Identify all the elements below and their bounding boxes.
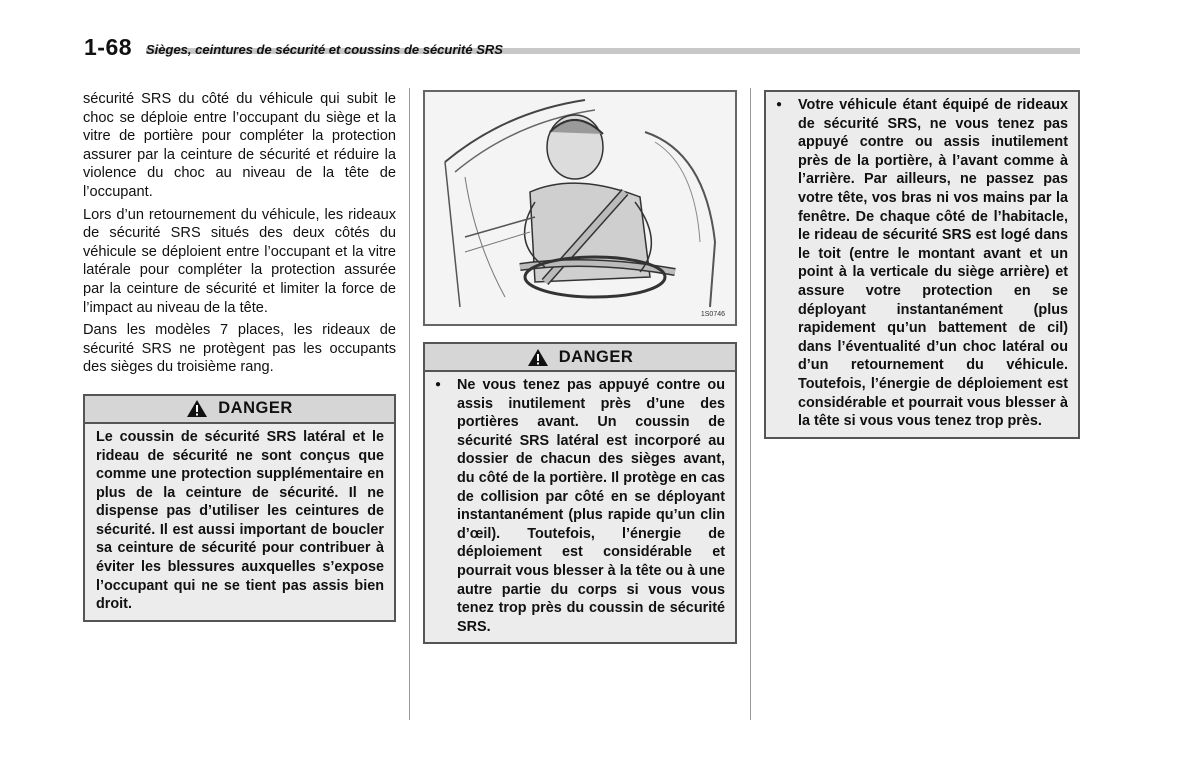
bullet-icon: ● (435, 379, 442, 390)
occupant-seatbelt-drawing (425, 92, 735, 324)
page-number: 1-68 (84, 34, 133, 60)
bullet-icon: ● (776, 99, 783, 110)
danger-text: Le coussin de sécurité SRS latéral et le rideau de sécurité ne sont conçus que comme une protection supplémentaire en plus de la ceinture de sécurité. Il ne dispense pas d’utiliser les ceintures de sécurité. Il est aussi important de boucler sa ceinture de sécurité pour contribuer à éviter les blessures auxquelles s’expose l’occupant qui ne se tient pas assis bien droit. (96, 428, 384, 613)
bullet-item (776, 96, 1068, 431)
danger-label: DANGER (218, 399, 293, 418)
danger-message (83, 424, 396, 622)
danger-header (423, 342, 737, 372)
column-divider (750, 88, 751, 720)
paragraph: Dans les modèles 7 places, les rideaux de sécurité SRS ne protègent pas les occupants des sièges du troisième rang. (83, 322, 396, 376)
occupant-airbag-illustration (423, 90, 737, 326)
page-header (84, 34, 1080, 62)
column-divider (409, 88, 410, 720)
danger-message (423, 372, 737, 644)
column-middle (423, 90, 737, 644)
paragraph: sécurité SRS du côté du véhicule qui subit le choc se déploie entre l’occupant du siège et la vitre de portière pour compléter la protection assurer par la ceinture de sécurité et réduire la violence du choc au niveau de la tête de l’occupant. (83, 91, 396, 200)
column-left (83, 90, 396, 622)
warning-message (764, 90, 1080, 439)
warning-triangle-icon (527, 348, 549, 367)
illustration-code: 1S0746 (700, 311, 725, 318)
danger-label: DANGER (558, 347, 634, 366)
danger-header (83, 394, 396, 424)
paragraph: Lors d’un retournement du véhicule, les rideaux de sécurité SRS situés des deux côtés du véhicule se déploient entre l’occupant et la vitre latérale pour compléter la protection assurée par la ceinture de sécurité et limiter la force de l’impact au niveau de la tête. (83, 206, 396, 316)
warning-text: Votre véhicule étant équipé de rideaux de sécurité SRS, ne vous tenez pas appuyé contre ou assis inutilement près de la portière, à l’avant comme à l’arrière. Par ailleurs, ne passez pas votre tête, vos bras ni vos mains par la fenêtre. De chaque côté de l’habitacle, le rideau de sécurité SRS est logé dans le toit (entre le montant avant et un point à la verticale du siège arrière) et assure votre protection en se déployant instantanément (plus rapidement qu’un battement de cil) dans l’éventualité d’un choc latéral ou d’un retournement du véhicule. Toutefois, l’énergie de déploiement est considérable et pourrait vous blesser à la tête si vous vous tenez trop près. (798, 97, 1068, 430)
column-right (764, 90, 1080, 439)
danger-text: Ne vous tenez pas appuyé contre ou assis inutilement près d’une des portières avant. Un coussin de sécurité SRS latéral est incorporé au dossier de chacun des sièges avant, du côté de la portière. Il protège en cas de collision par côté en se déployant instantanément (plus rapide qu’un clin d’œil). Toutefois, l’énergie de déploiement est considérable et pourrait vous blesser à la tête ou à une autre partie du corps si vous vous tenez trop près du coussin de sécurité SRS. (457, 377, 725, 635)
section-title: Sièges, ceintures de sécurité et coussins de sécurité SRS (146, 42, 503, 57)
bullet-item (435, 376, 725, 636)
warning-triangle-icon (186, 399, 208, 418)
